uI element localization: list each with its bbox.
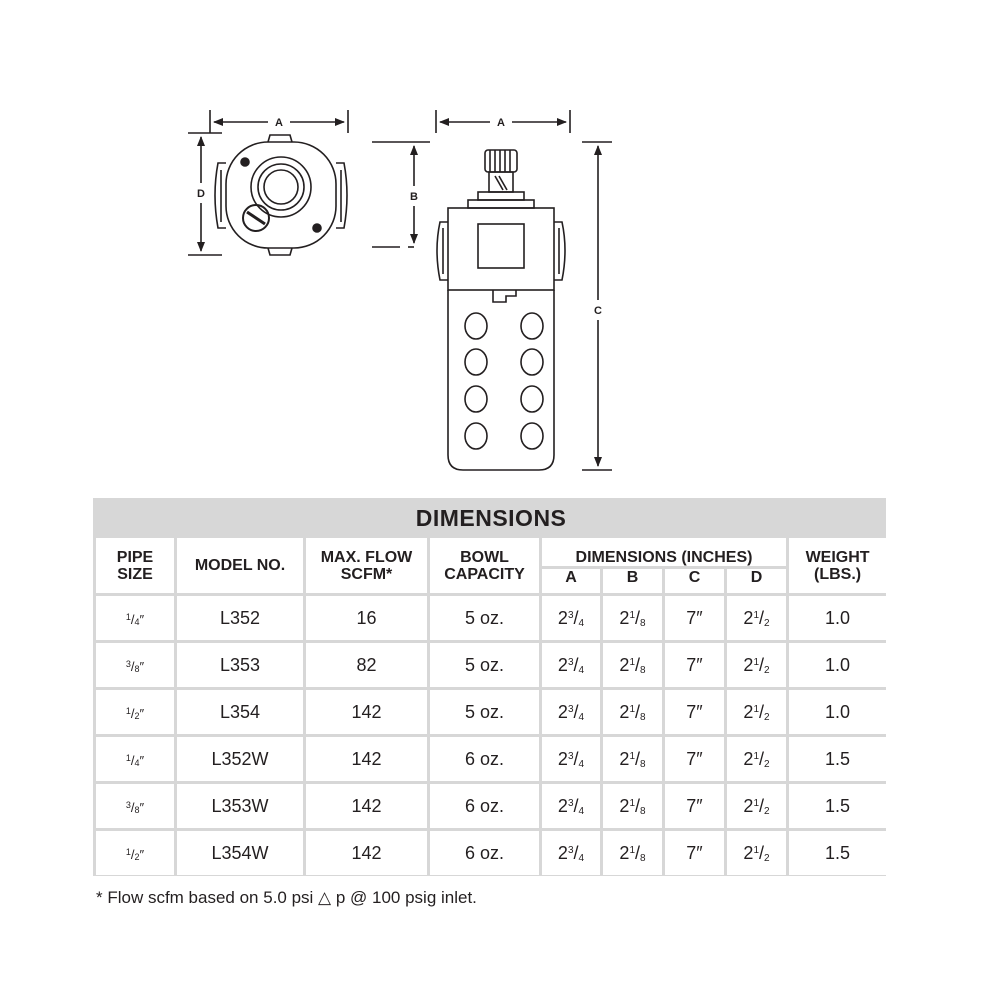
pipe-unit: ″ [139, 658, 145, 674]
cell-dim-b [603, 831, 662, 875]
d-denominator: 2 [764, 617, 770, 629]
a-numerator: 3 [567, 750, 574, 762]
cell-max-flow: 142 [306, 784, 427, 828]
cell-weight: 1.0 [789, 690, 886, 734]
table-row [96, 643, 886, 687]
pipe-denominator: 8 [134, 663, 140, 674]
dimensions-table [93, 498, 889, 878]
pipe-numerator: 1 [125, 611, 131, 622]
pipe-fraction: $^1/_2$ [125, 705, 140, 721]
d-whole: 2 [743, 842, 754, 863]
pipe-denominator: 2 [134, 851, 140, 862]
pipe-unit: ″ [139, 705, 145, 721]
b-numerator: 1 [629, 656, 635, 668]
table-body [96, 596, 886, 875]
cell-dim-b [603, 737, 662, 781]
cell-dim-c: 7″ [665, 831, 724, 875]
d-denominator: 2 [764, 664, 770, 676]
header-bowl-line1: BOWL [460, 548, 509, 566]
cell-pipe-size [96, 831, 174, 875]
cell-dim-b [603, 596, 662, 640]
cell-dim-a [542, 784, 600, 828]
cell-weight: 1.0 [789, 643, 886, 687]
pipe-denominator: 8 [134, 804, 140, 815]
cell-max-flow: 16 [306, 596, 427, 640]
table-title: DIMENSIONS [96, 501, 886, 535]
dim-label-b: B [410, 191, 418, 203]
cell-pipe-size [96, 596, 174, 640]
cell-dim-c: 7″ [665, 596, 724, 640]
b-whole: 2 [619, 748, 630, 769]
cell-dim-c: 7″ [665, 784, 724, 828]
header-pipe-size [96, 538, 174, 593]
cell-dim-d [727, 737, 786, 781]
d-fraction: $2^1/_2$ [743, 654, 770, 676]
cell-dim-b [603, 784, 662, 828]
cell-weight: 1.5 [789, 831, 886, 875]
cell-dim-a [542, 643, 600, 687]
b-denominator: 8 [640, 805, 646, 817]
a-denominator: 4 [578, 852, 585, 864]
header-model-no: MODEL NO. [177, 538, 303, 593]
a-numerator: 3 [567, 844, 574, 856]
cell-bowl-capacity: 5 oz. [430, 690, 539, 734]
d-whole: 2 [743, 654, 754, 675]
pipe-unit: ″ [139, 846, 145, 862]
b-fraction: $2^1/_8$ [619, 795, 646, 817]
cell-model-no: L353 [177, 643, 303, 687]
cell-dim-d [727, 643, 786, 687]
a-numerator: 3 [567, 797, 574, 809]
dimensions-table-container [93, 498, 886, 876]
dim-label-d: D [197, 188, 205, 200]
pipe-numerator: 1 [125, 846, 131, 857]
header-max-flow-line2: SCFM* [340, 565, 393, 583]
a-fraction: $2^3/_4$ [557, 701, 585, 723]
a-denominator: 4 [578, 805, 585, 817]
d-denominator: 2 [764, 711, 770, 723]
a-whole: 2 [557, 748, 568, 769]
d-whole: 2 [743, 795, 754, 816]
a-denominator: 4 [578, 617, 585, 629]
b-whole: 2 [619, 654, 630, 675]
b-whole: 2 [619, 607, 630, 628]
pipe-fraction: $^1/_4$ [125, 752, 140, 768]
header-pipe-size-line2: SIZE [117, 565, 153, 583]
b-whole: 2 [619, 842, 630, 863]
header-weight-line1: WEIGHT [805, 548, 870, 566]
a-whole: 2 [557, 607, 568, 628]
cell-model-no: L354 [177, 690, 303, 734]
header-weight-line2: (LBS.) [814, 565, 862, 583]
dim-label-a-side: A [497, 117, 505, 129]
header-max-flow [306, 538, 427, 593]
b-whole: 2 [619, 701, 630, 722]
cell-model-no: L353W [177, 784, 303, 828]
b-denominator: 8 [640, 711, 646, 723]
dim-label-a-top: A [275, 117, 283, 129]
table-row [96, 784, 886, 828]
b-denominator: 8 [640, 758, 646, 770]
flow-footnote: * Flow scfm based on 5.0 psi △ p @ 100 psig inlet. [96, 888, 477, 907]
cell-dim-d [727, 784, 786, 828]
table-row [96, 596, 886, 640]
b-numerator: 1 [629, 750, 635, 762]
b-fraction: $2^1/_8$ [619, 607, 646, 629]
cell-dim-d [727, 690, 786, 734]
cell-bowl-capacity: 5 oz. [430, 596, 539, 640]
a-fraction: $2^3/_4$ [557, 607, 585, 629]
header-dim-b: B [603, 569, 662, 593]
b-fraction: $2^1/_8$ [619, 748, 646, 770]
technical-drawings [0, 0, 987, 490]
a-whole: 2 [557, 654, 568, 675]
cell-weight: 1.5 [789, 784, 886, 828]
a-whole: 2 [557, 795, 568, 816]
b-denominator: 8 [640, 664, 646, 676]
header-dimensions-inches: DIMENSIONS (INCHES) [542, 538, 786, 566]
header-dim-d: D [727, 569, 786, 593]
d-numerator: 1 [753, 750, 759, 762]
cell-bowl-capacity: 5 oz. [430, 643, 539, 687]
cell-dim-b [603, 643, 662, 687]
header-weight [789, 538, 886, 593]
pipe-numerator: 3 [125, 799, 131, 810]
cell-dim-c: 7″ [665, 690, 724, 734]
d-fraction: $2^1/_2$ [743, 748, 770, 770]
cell-dim-a [542, 831, 600, 875]
cell-model-no: L354W [177, 831, 303, 875]
header-dim-a: A [542, 569, 600, 593]
d-denominator: 2 [764, 758, 770, 770]
pipe-numerator: 1 [125, 752, 131, 763]
cell-dim-a [542, 737, 600, 781]
pipe-fraction: $^1/_4$ [125, 611, 140, 627]
cell-bowl-capacity: 6 oz. [430, 831, 539, 875]
pipe-denominator: 4 [134, 616, 140, 627]
d-numerator: 1 [753, 703, 759, 715]
lubricator-drawing [0, 0, 987, 490]
d-numerator: 1 [753, 609, 759, 621]
a-fraction: $2^3/_4$ [557, 842, 585, 864]
header-dim-c: C [665, 569, 724, 593]
header-bowl-line2: CAPACITY [444, 565, 525, 583]
cell-dim-c: 7″ [665, 643, 724, 687]
table-row [96, 831, 886, 875]
pipe-denominator: 4 [134, 757, 140, 768]
cell-weight: 1.5 [789, 737, 886, 781]
d-whole: 2 [743, 748, 754, 769]
b-numerator: 1 [629, 703, 635, 715]
table-row [96, 737, 886, 781]
pipe-fraction: $^3/_8$ [125, 658, 140, 674]
a-whole: 2 [557, 842, 568, 863]
header-pipe-size-line1: PIPE [116, 548, 154, 566]
d-whole: 2 [743, 701, 754, 722]
d-fraction: $2^1/_2$ [743, 701, 770, 723]
a-fraction: $2^3/_4$ [557, 654, 585, 676]
d-fraction: $2^1/_2$ [743, 607, 770, 629]
b-denominator: 8 [640, 617, 646, 629]
cell-pipe-size [96, 643, 174, 687]
cell-pipe-size [96, 737, 174, 781]
b-whole: 2 [619, 795, 630, 816]
a-denominator: 4 [578, 664, 585, 676]
pipe-unit: ″ [139, 799, 145, 815]
a-numerator: 3 [567, 656, 574, 668]
pipe-denominator: 2 [134, 710, 140, 721]
cell-max-flow: 142 [306, 690, 427, 734]
d-fraction: $2^1/_2$ [743, 842, 770, 864]
b-denominator: 8 [640, 852, 646, 864]
b-numerator: 1 [629, 609, 635, 621]
cell-dim-a [542, 690, 600, 734]
b-fraction: $2^1/_8$ [619, 842, 646, 864]
cell-dim-b [603, 690, 662, 734]
pipe-fraction: $^1/_2$ [125, 846, 140, 862]
d-numerator: 1 [753, 656, 759, 668]
cell-weight: 1.0 [789, 596, 886, 640]
pipe-fraction: $^3/_8$ [125, 799, 140, 815]
pipe-numerator: 3 [125, 658, 131, 669]
cell-bowl-capacity: 6 oz. [430, 737, 539, 781]
d-denominator: 2 [764, 805, 770, 817]
a-denominator: 4 [578, 711, 585, 723]
a-fraction: $2^3/_4$ [557, 748, 585, 770]
a-numerator: 3 [567, 609, 574, 621]
cell-model-no: L352W [177, 737, 303, 781]
pipe-numerator: 1 [125, 705, 131, 716]
dim-label-c: C [594, 305, 602, 317]
header-max-flow-line1: MAX. FLOW [320, 548, 413, 566]
side-view [372, 110, 612, 470]
pipe-unit: ″ [139, 752, 145, 768]
b-numerator: 1 [629, 797, 635, 809]
a-denominator: 4 [578, 758, 585, 770]
cell-dim-a [542, 596, 600, 640]
cell-model-no: L352 [177, 596, 303, 640]
cell-dim-d [727, 831, 786, 875]
top-view [188, 110, 348, 255]
cell-max-flow: 142 [306, 831, 427, 875]
cell-max-flow: 82 [306, 643, 427, 687]
header-bowl-capacity [430, 538, 539, 593]
cell-bowl-capacity: 6 oz. [430, 784, 539, 828]
a-numerator: 3 [567, 703, 574, 715]
b-fraction: $2^1/_8$ [619, 701, 646, 723]
b-numerator: 1 [629, 844, 635, 856]
cell-dim-c: 7″ [665, 737, 724, 781]
d-numerator: 1 [753, 797, 759, 809]
d-fraction: $2^1/_2$ [743, 795, 770, 817]
pipe-unit: ″ [139, 611, 145, 627]
cell-pipe-size [96, 784, 174, 828]
d-whole: 2 [743, 607, 754, 628]
d-denominator: 2 [764, 852, 770, 864]
d-numerator: 1 [753, 844, 759, 856]
a-whole: 2 [557, 701, 568, 722]
cell-dim-d [727, 596, 786, 640]
cell-max-flow: 142 [306, 737, 427, 781]
table-row [96, 690, 886, 734]
cell-pipe-size [96, 690, 174, 734]
b-fraction: $2^1/_8$ [619, 654, 646, 676]
a-fraction: $2^3/_4$ [557, 795, 585, 817]
